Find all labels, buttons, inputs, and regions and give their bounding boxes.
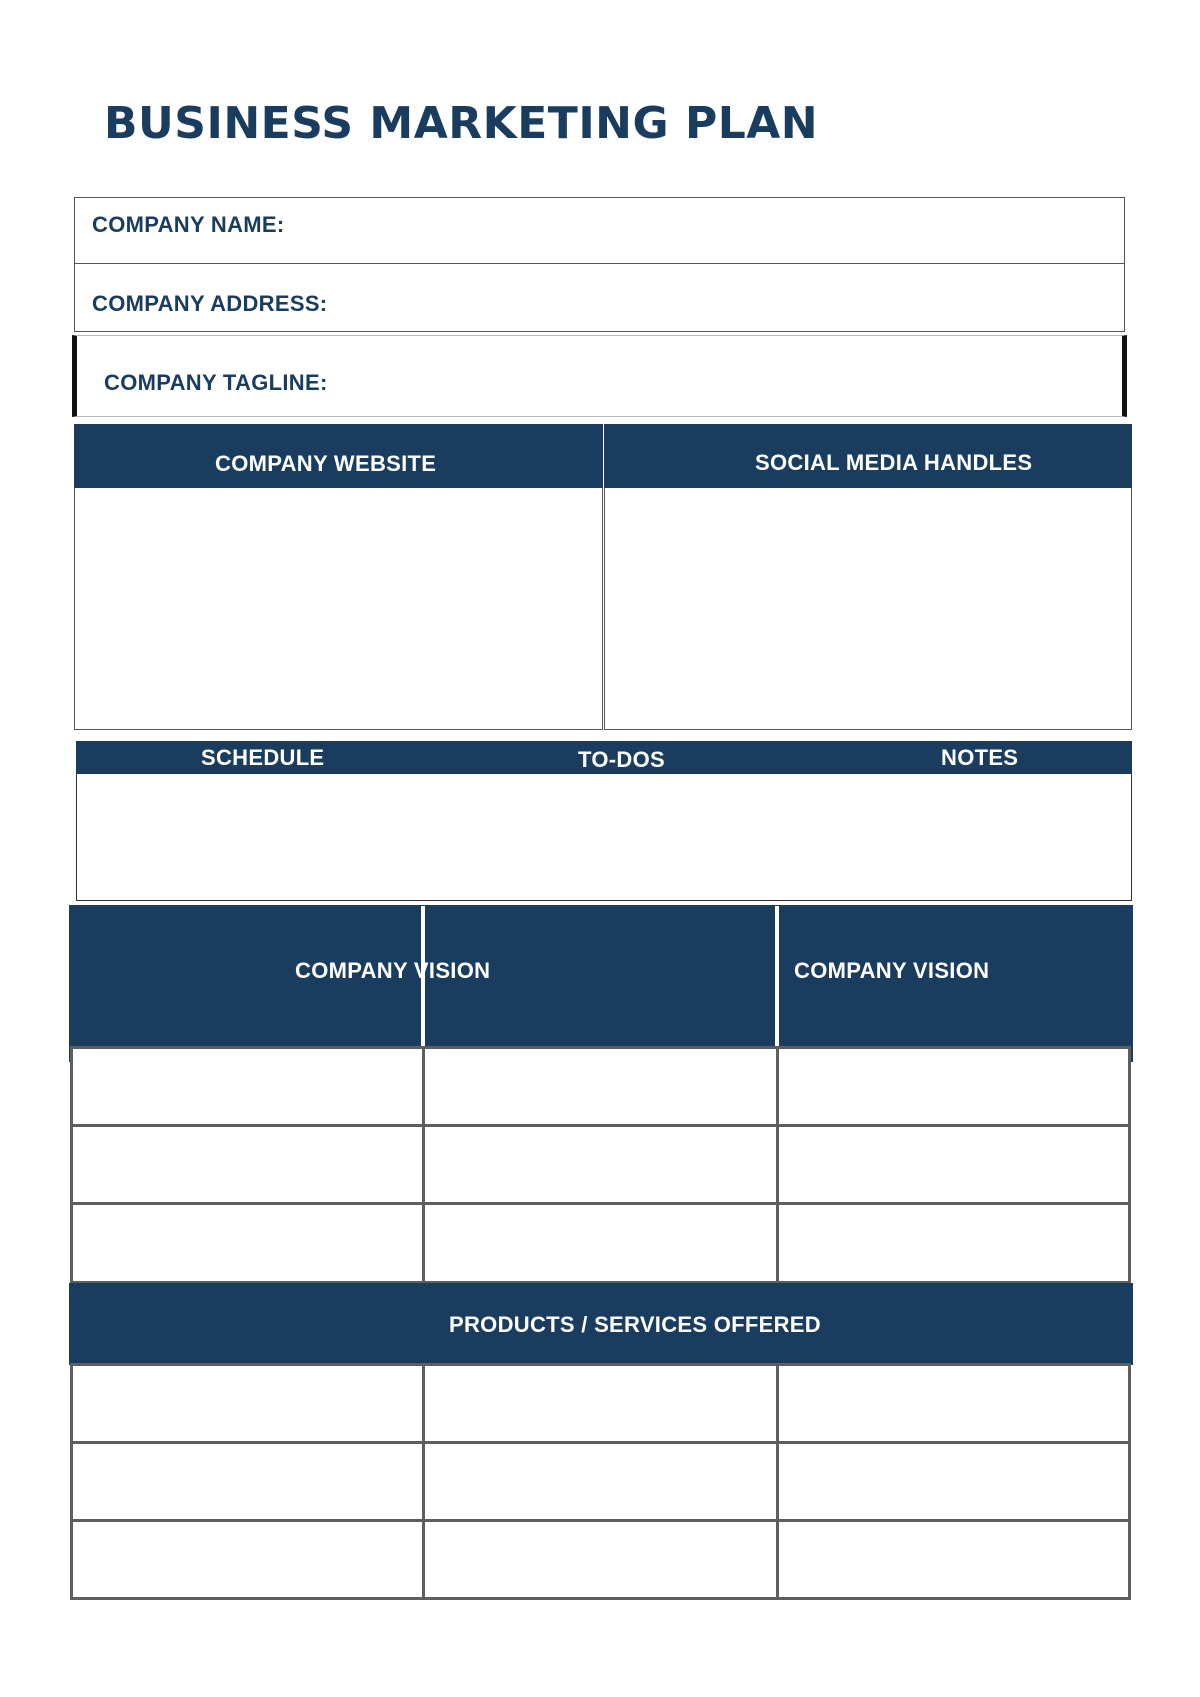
vision-left-header-label: COMPANY VISION — [295, 958, 491, 983]
vision-header-divider-right — [775, 906, 779, 1046]
products-cell[interactable] — [422, 1441, 779, 1522]
vision-cell[interactable] — [422, 1202, 779, 1284]
vision-cell[interactable] — [70, 1046, 425, 1127]
page-title: BUSINESS MARKETING PLAN — [104, 98, 819, 149]
vision-cell[interactable] — [422, 1124, 779, 1205]
products-cell[interactable] — [422, 1363, 779, 1444]
company-tagline-field[interactable] — [345, 340, 1120, 412]
todos-header-label: TO-DOS — [578, 747, 665, 772]
vision-cell[interactable] — [70, 1202, 425, 1284]
products-cell[interactable] — [70, 1363, 425, 1444]
products-cell[interactable] — [776, 1519, 1131, 1600]
notes-header-label: NOTES — [941, 745, 1019, 770]
vision-right-header-label: COMPANY VISION — [794, 958, 990, 983]
company-info-divider — [74, 263, 1125, 264]
company-name-field[interactable] — [340, 200, 1120, 260]
products-cell[interactable] — [422, 1519, 779, 1600]
products-cell[interactable] — [70, 1441, 425, 1522]
vision-cell[interactable] — [70, 1124, 425, 1205]
schedule-header-label: SCHEDULE — [201, 745, 325, 770]
social-header-label: SOCIAL MEDIA HANDLES — [755, 450, 1033, 475]
products-cell[interactable] — [776, 1441, 1131, 1522]
vision-cell[interactable] — [776, 1046, 1131, 1127]
company-tagline-label: COMPANY TAGLINE: — [104, 370, 328, 395]
website-header-label: COMPANY WEBSITE — [215, 451, 437, 476]
products-cell[interactable] — [776, 1363, 1131, 1444]
vision-cell[interactable] — [776, 1202, 1131, 1284]
company-name-label: COMPANY NAME: — [92, 212, 285, 237]
products-header-label: PRODUCTS / SERVICES OFFERED — [449, 1312, 821, 1337]
vision-cell[interactable] — [422, 1046, 779, 1127]
products-cell[interactable] — [70, 1519, 425, 1600]
website-body[interactable] — [74, 488, 603, 730]
company-address-field[interactable] — [380, 268, 1120, 328]
company-address-label: COMPANY ADDRESS: — [92, 291, 328, 316]
vision-cell[interactable] — [776, 1124, 1131, 1205]
social-body[interactable] — [604, 488, 1132, 730]
planning-body[interactable] — [76, 774, 1132, 901]
